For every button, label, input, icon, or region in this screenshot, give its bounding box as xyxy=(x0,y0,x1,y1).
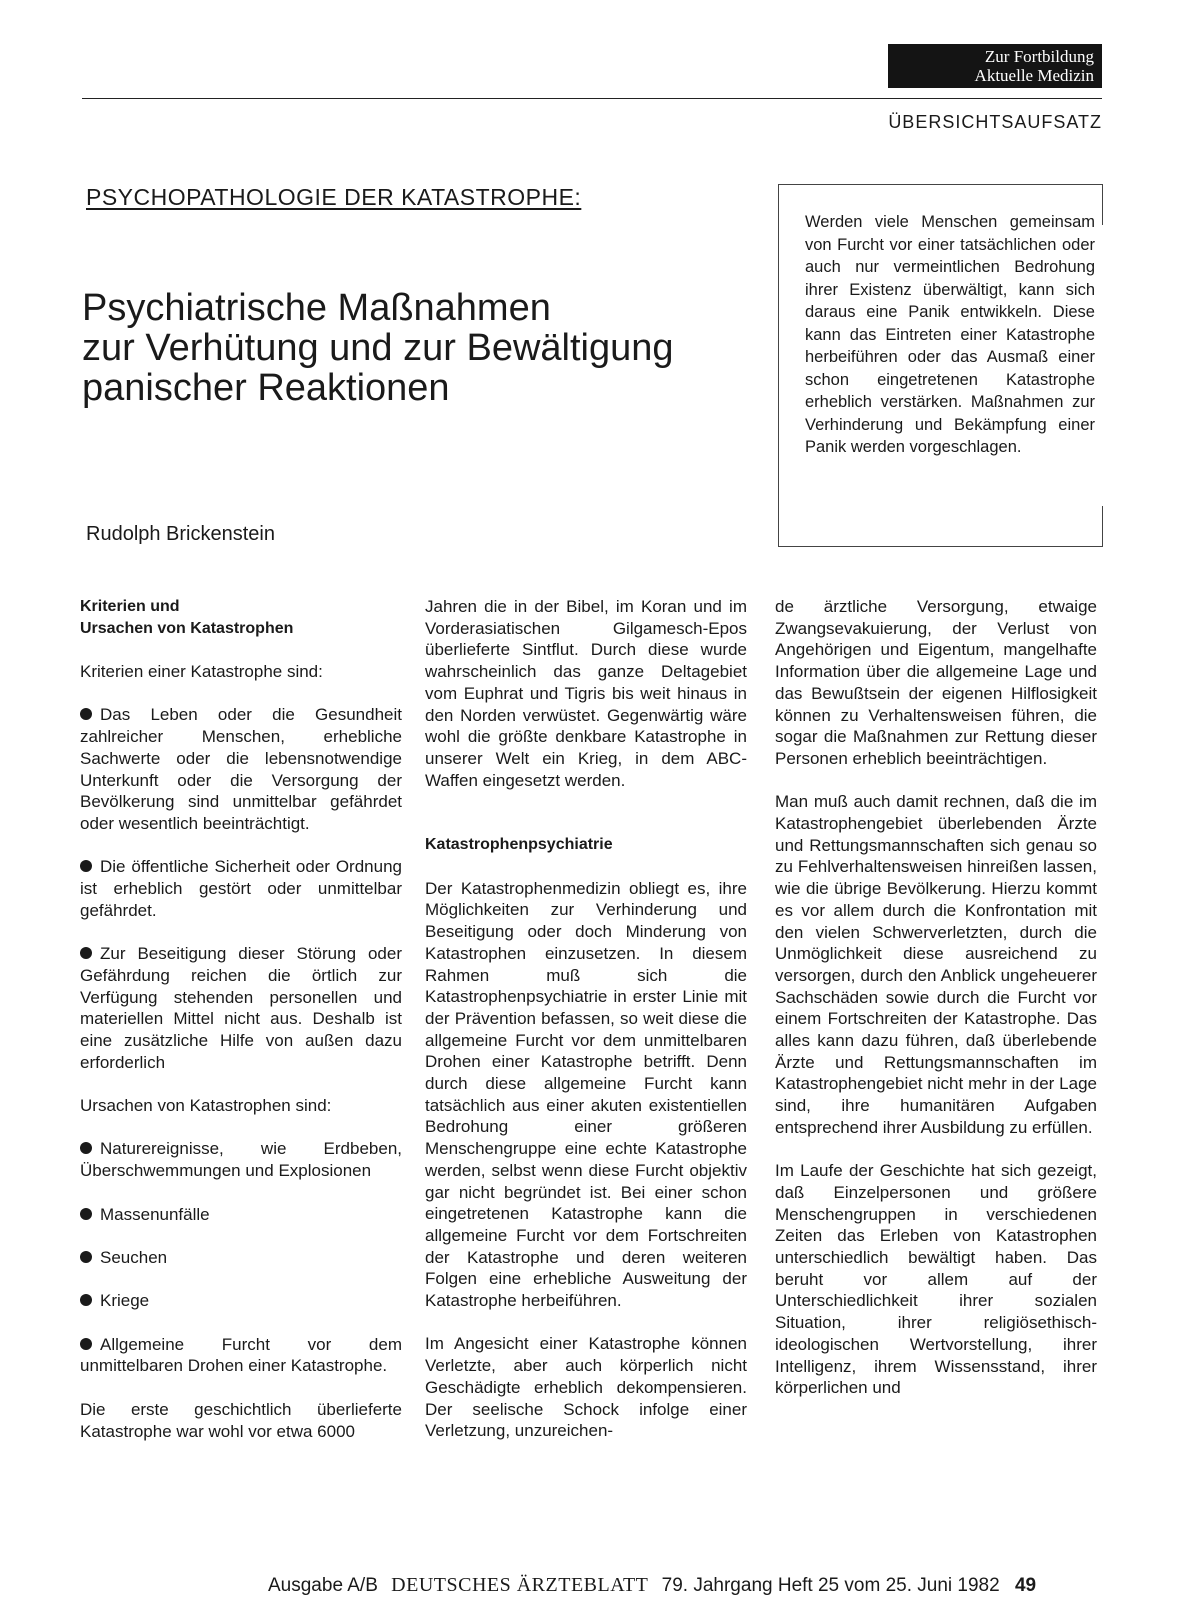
paragraph: Man muß auch damit rechnen, daß die im Katastrophengebiet überlebenden Ärzte und Rettungsmannschaften sich genau so zu Fehlverhaltensweisen hinreißen lassen, wie die übrige Bevölkerung. Hierzu kommt es vor allem durch die Konfrontation mit den vielen Schwerverletzten, durch die Unmöglichkeit diese ausreichend zu versorgen, durch den Anblick ungeheuerer Sachschäden sowie durch die Furcht vor einem Fortschreiten der Katastrophe. Das alles kann dazu führen, daß überlebende Ärzte und Rettungsmannschaften im Katastrophengebiet nicht mehr in der Lage sind, ihre humanitären Aufgaben entsprechend ihrer Ausbildung zu erfüllen. xyxy=(775,792,1097,1137)
cause-item: Seuchen xyxy=(80,1247,402,1269)
author-name: Rudolph Brickenstein xyxy=(86,523,275,545)
causes-intro: Ursachen von Katastrophen sind: xyxy=(80,1096,332,1116)
paragraph: Im Angesicht einer Katastrophe können Verletzte, aber auch körperlich nicht Geschädigte erheblich dekompensieren. Der seelische Schock infolge einer Verletzung, unzureichen- xyxy=(425,1334,747,1441)
article-title xyxy=(82,288,762,408)
cause-item: Allgemeine Furcht vor dem unmittelbaren Drohen einer Katastrophe. xyxy=(80,1334,402,1376)
abstract-text: Werden viele Menschen gemeinsam von Furcht vor einer tatsächlichen oder auch nur vermeintlichen Bedrohung ihrer Existenz überwältigt, kann sich daraus eine Panik entwikkeln. Diese kann das Eintreten einer Katastrophe herbeiführen oder das Ausmaß einer schon eingetretenen Katastrophe erheblich verstärken. Maßnahmen zur Verhinderung und Bekämpfung einer Panik werden vorgeschlagen. xyxy=(805,213,1095,456)
column-2 xyxy=(425,596,747,1442)
cause-item: Naturereignisse, wie Erdbeben, Überschwemmungen und Explosionen xyxy=(80,1139,402,1181)
heading-line-2: Ursachen von Katastrophen xyxy=(80,619,294,637)
paragraph: de ärztliche Versorgung, etwaige Zwangsevakuierung, der Verlust von Angehörigen und Eigentum, mangelhafte Information über die allgemeine Lage und das Bewußtsein der eigenen Hilflosigkeit können zu Verhaltensweisen führen, die sogar die Maßnahmen zur Rettung dieser Personen erheblich beeinträchtigen. xyxy=(775,597,1097,768)
title-line-1: Psychiatrische Maßnahmen xyxy=(82,287,551,329)
section-badge xyxy=(888,44,1102,88)
criteria-intro: Kriterien einer Katastrophe sind: xyxy=(80,662,323,682)
issue-info: 79. Jahrgang Heft 25 vom 25. Juni 1982 xyxy=(661,1575,1000,1596)
section-heading-psychiatry: Katastrophenpsychiatrie xyxy=(425,836,613,854)
column-1 xyxy=(80,596,402,1442)
cause-item: Kriege xyxy=(80,1290,402,1312)
page-footer xyxy=(268,1574,1104,1597)
badge-line-2: Aktuelle Medizin xyxy=(974,66,1094,85)
title-line-3: panischer Reaktionen xyxy=(82,367,450,409)
section-heading-criteria xyxy=(80,596,402,639)
history-paragraph: Die erste geschichtlich überlieferte Katastrophe war wohl vor etwa 6000 xyxy=(80,1399,402,1441)
title-line-2: zur Verhütung und zur Bewältigung xyxy=(82,327,674,369)
criteria-item: Die öffentliche Sicherheit oder Ordnung ist erheblich gestört oder unmittelbar gefährdet. xyxy=(80,857,402,920)
paragraph: Im Laufe der Geschichte hat sich gezeigt, daß Einzelpersonen und größere Menschengruppen in verschiedenen Zeiten das Erleben von Katastrophen unterschiedlich bewältigt haben. Das beruht vor allem auf der Unterschiedlichkeit ihrer sozialen Situation, ihrer religiösethisch-ideologischen Wertvorstellung, ihrer Intelligenz, ihrem Wissensstand, ihrer körperlichen und xyxy=(775,1161,1097,1398)
page-number: 49 xyxy=(1014,1575,1037,1596)
heading-line-1: Kriterien und xyxy=(80,598,180,615)
cause-item: Massenunfälle xyxy=(80,1204,402,1226)
column-3 xyxy=(775,596,1097,1399)
article-kicker: PSYCHOPATHOLOGIE DER KATASTROPHE: xyxy=(86,184,582,210)
edition-label: Ausgabe A/B xyxy=(268,1575,378,1596)
badge-line-1: Zur Fortbildung xyxy=(984,47,1094,66)
abstract-box xyxy=(778,184,1103,547)
paragraph: Jahren die in der Bibel, im Koran und im Vorderasiatischen Gilgamesch-Epos überlieferte Sintflut. Durch diese wurde wahrscheinlich das ganze Deltagebiet vom Euphrat und Tigris bis weit hinaus in den Norden verwüstet. Gegenwärtig wäre wohl die größte denkbare Katastrophe in unserer Welt ein Krieg, in dem ABC-Waffen eingesetzt werden. xyxy=(425,597,747,790)
criteria-item: Zur Beseitigung dieser Störung oder Gefährdung reichen die örtlich zur Verfügung stehenden personellen und materiellen Mittel nicht aus. Deshalb ist eine zusätzliche Hilfe von außen dazu erforderlich xyxy=(80,944,402,1072)
document-type: ÜBERSICHTSAUFSATZ xyxy=(888,112,1102,132)
criteria-item: Das Leben oder die Gesundheit zahlreicher Menschen, erhebliche Sachwerte oder die lebensnotwendige Unterkunft oder die Versorgung der Bevölkerung sind unmittelbar gefährdet oder wesentlich beeinträchtigt. xyxy=(80,705,402,833)
header-rule xyxy=(82,98,1102,99)
journal-name: DEUTSCHES ÄRZTEBLATT xyxy=(391,1574,649,1596)
paragraph: Der Katastrophenmedizin obliegt es, ihre Möglichkeiten zur Verhinderung und Beseitigung oder doch Minderung von Katastrophen einzusetzen. In diesem Rahmen muß sich die Katastrophenpsychiatrie in erster Linie mit der Prävention befassen, so weit diese die allgemeine Furcht vor dem unmittelbaren Drohen einer Katastrophe betrifft. Denn durch diese allgemeine Furcht kann tatsächlich aus einer akuten existentiellen Bedrohung einer größeren Menschengruppe eine echte Katastrophe werden, selbst wenn diese Furcht objektiv gar nicht begründet ist. Bei einer schon eingetretenen Katastrophe kann die allgemeine Furcht vor dem Fortschreiten der Katastrophe und deren weiteren Folgen eine erhebliche Ausweitung der Katastrophe herbeiführen. xyxy=(425,878,747,1311)
